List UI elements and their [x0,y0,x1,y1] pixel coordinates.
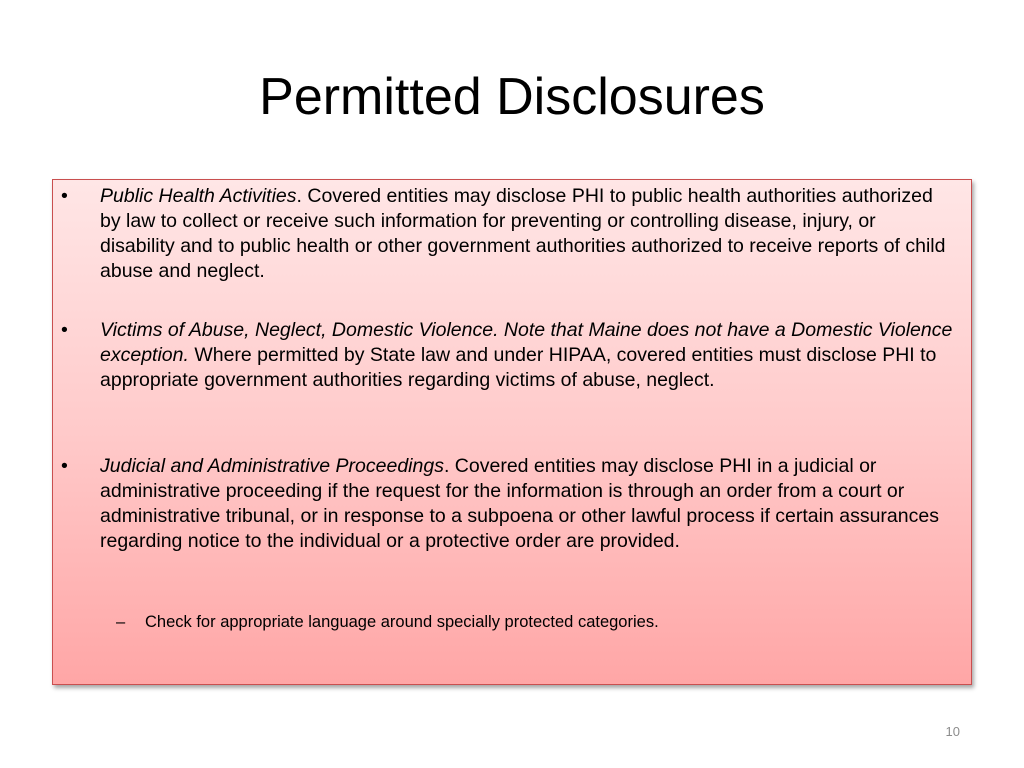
bullet-heading: Judicial and Administrative Proceedings [100,455,444,477]
bullet-text [100,184,955,284]
bullet-body: . Covered entities may disclose PHI to public health authorities authorized by law to collect or receive such information for preventing or controlling disease, injury, or disability and to public health or other government authorities authorized to receive reports of child abuse and neglect. [100,185,946,282]
bullet-marker: • [61,455,68,477]
bullet-body: Where permitted by State law and under HIPAA, covered entities must disclose PHI to appropriate government authorities regarding victims of abuse, neglect. [100,344,937,391]
bullet-text [100,454,955,554]
bullet-marker: • [61,185,68,207]
sub-bullet-text: Check for appropriate language around specially protected categories. [145,613,659,631]
bullet-text [100,318,955,393]
bullet-body: . Covered entities may disclose PHI in a judicial or administrative proceeding if the request for the information is through an order from a court or administrative tribunal, or in response to a subpoena or other lawful process if certain assurances regarding notice to the individual or a protective order are provided. [100,455,939,552]
slide-title: Permitted Disclosures [259,68,765,126]
bullet-heading: Victims of Abuse, Neglect, Domestic Violence. Note that Maine does not have a Domestic Violence exception. [100,319,953,366]
page-number: 10 [945,724,960,739]
content-box [52,179,972,685]
bullet-heading: Public Health Activities [100,185,297,207]
sub-bullet-marker: – [116,613,126,631]
bullet-marker: • [61,319,68,341]
